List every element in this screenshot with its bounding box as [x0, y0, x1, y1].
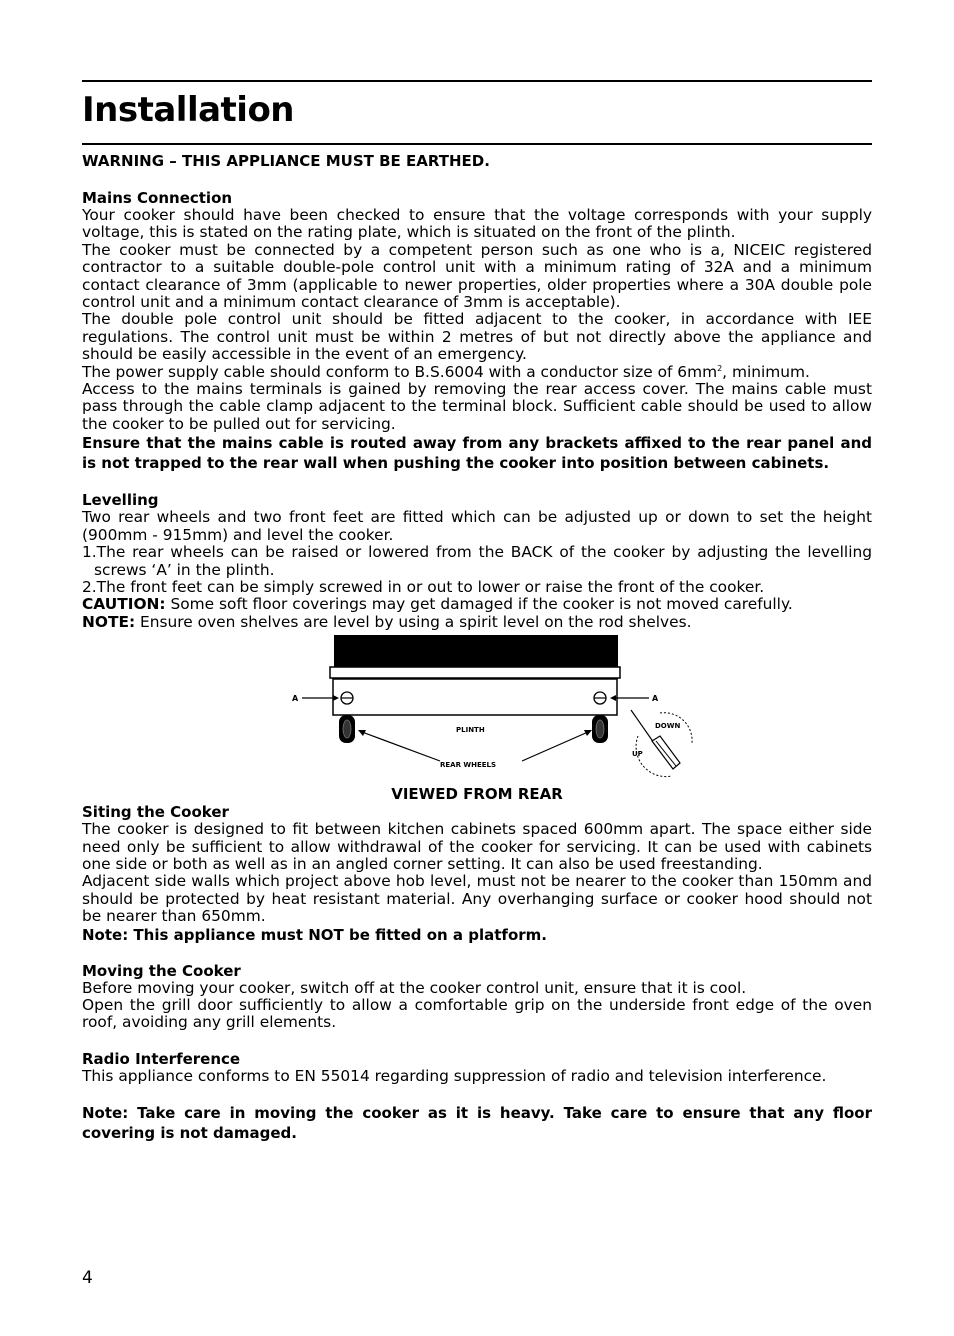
- levelling-note: [82, 614, 872, 631]
- radio-heading: Radio Interference: [82, 1049, 241, 1068]
- mains-paragraph-2: The cooker must be connected by a competent person such as one who is a, NICEIC registered contractor to a suitable double-pole control unit with a minimum rating of 32A and a minimum contact clearance of 3mm (applicable to newer properties, older properties where a 30A double pole control unit and a minimum contact clearance of 3mm is acceptable).: [82, 240, 872, 312]
- siting-paragraph-1: The cooker is designed to fit between kitchen cabinets spaced 600mm apart. The space either side need only be sufficient to allow withdrawal of the cooker for servicing. It can be used with cabinets one side or both as well as in an angled corner setting. It can also be used freestanding.: [82, 820, 872, 873]
- mains-p4-tail: , minimum.: [722, 362, 810, 381]
- levelling-item-1: 1.The rear wheels can be raised or lowered from the BACK of the cooker by adjusting the levelling screws ‘A’ in the plinth.: [82, 543, 872, 579]
- screwdriver-icon: [631, 710, 680, 769]
- title-rule: [82, 143, 872, 145]
- cooker-body: [334, 635, 618, 667]
- levelling-caution: [82, 596, 872, 613]
- moving-paragraph-1: Before moving your cooker, switch off at the cooker control unit, ensure that it is cool.: [82, 978, 747, 997]
- levelling-paragraph-1: Two rear wheels and two front feet are fitted which can be adjusted up or down to set the height (900mm - 915mm) and level the cooker.: [82, 508, 872, 544]
- cooker-rear-diagram: [282, 633, 702, 785]
- final-note: Note: Take care in moving the cooker as it is heavy. Take care to ensure that any floor covering is not damaged.: [82, 1104, 872, 1143]
- levelling-item-2: 2.The front feet can be simply screwed in or out to lower or raise the front of the cooker.: [82, 577, 765, 596]
- levelling-heading: Levelling: [82, 491, 159, 510]
- radio-paragraph-1: This appliance conforms to EN 55014 regarding suppression of radio and television interference.: [82, 1066, 827, 1085]
- mains-paragraph-3: The double pole control unit should be fitted adjacent to the cooker, in accordance with IEE regulations. The control unit must be within 2 metres of but not directly above the appliance and should be easily accessible in the event of an emergency.: [82, 310, 872, 364]
- left-levelling-screw: [341, 692, 353, 704]
- moving-heading: Moving the Cooker: [82, 961, 241, 980]
- hob-ledge: [330, 667, 620, 678]
- siting-heading: Siting the Cooker: [82, 803, 229, 822]
- right-levelling-screw: [594, 692, 606, 704]
- arrow-wheel-right: [522, 732, 588, 761]
- arrow-wheel-left: [362, 732, 440, 761]
- caution-text: Some soft floor coverings may get damaged if the cooker is not moved carefully.: [165, 595, 793, 614]
- top-rule: [82, 80, 872, 82]
- label-a-left: A: [292, 694, 299, 704]
- right-rear-wheel: [592, 715, 608, 743]
- page-content: [82, 152, 872, 1143]
- siting-note: Note: This appliance must NOT be fitted on a platform.: [82, 925, 547, 944]
- rear-view-diagram: [82, 631, 872, 785]
- label-rear-wheels: REAR WHEELS: [440, 761, 497, 770]
- label-down: DOWN: [655, 722, 681, 731]
- mains-bold-warning: Ensure that the mains cable is routed away from any brackets affixed to the rear panel and is not trapped to the rear wall when pushing the cooker into position between cabinets.: [82, 434, 872, 473]
- siting-paragraph-2: Adjacent side walls which project above hob level, must not be nearer to the cooker than 150mm and should be protected by heat resistant material. Any overhanging surface or cooker hood should not be nearer than 650mm.: [82, 872, 872, 926]
- caution-label: CAUTION:: [82, 595, 166, 614]
- mains-paragraph-1: Your cooker should have been checked to ensure that the voltage corresponds with your supply voltage, this is stated on the rating plate, which is situated on the front of the plinth.: [82, 206, 872, 242]
- note-text: Ensure oven shelves are level by using a spirit level on the rod shelves.: [135, 612, 692, 631]
- mains-p4-text: The power supply cable should conform to B.S.6004 with a conductor size of 6mm: [82, 362, 718, 381]
- left-rear-wheel: [339, 715, 355, 743]
- diagram-caption: VIEWED FROM REAR: [391, 785, 563, 804]
- page-title: Installation: [82, 90, 295, 130]
- label-a-right: A: [652, 694, 659, 704]
- label-plinth: PLINTH: [456, 726, 485, 735]
- warning-heading: WARNING – THIS APPLIANCE MUST BE EARTHED.: [82, 152, 490, 170]
- mains-heading: Mains Connection: [82, 189, 233, 207]
- plinth-panel: [333, 679, 617, 715]
- mains-paragraph-5: Access to the mains terminals is gained by removing the rear access cover. The mains cable must pass through the cable clamp adjacent to the terminal block. Sufficient cable should be used to allow the cooker to be pulled out for servicing.: [82, 380, 872, 433]
- mains-p4-superscript: 2: [717, 363, 723, 373]
- page-number: 4: [82, 1268, 93, 1288]
- moving-paragraph-2: Open the grill door sufficiently to allow a comfortable grip on the underside front edge of the oven roof, avoiding any grill elements.: [82, 995, 872, 1032]
- note-label: NOTE:: [82, 612, 136, 631]
- mains-paragraph-4: [82, 364, 872, 381]
- label-up: UP: [632, 750, 643, 759]
